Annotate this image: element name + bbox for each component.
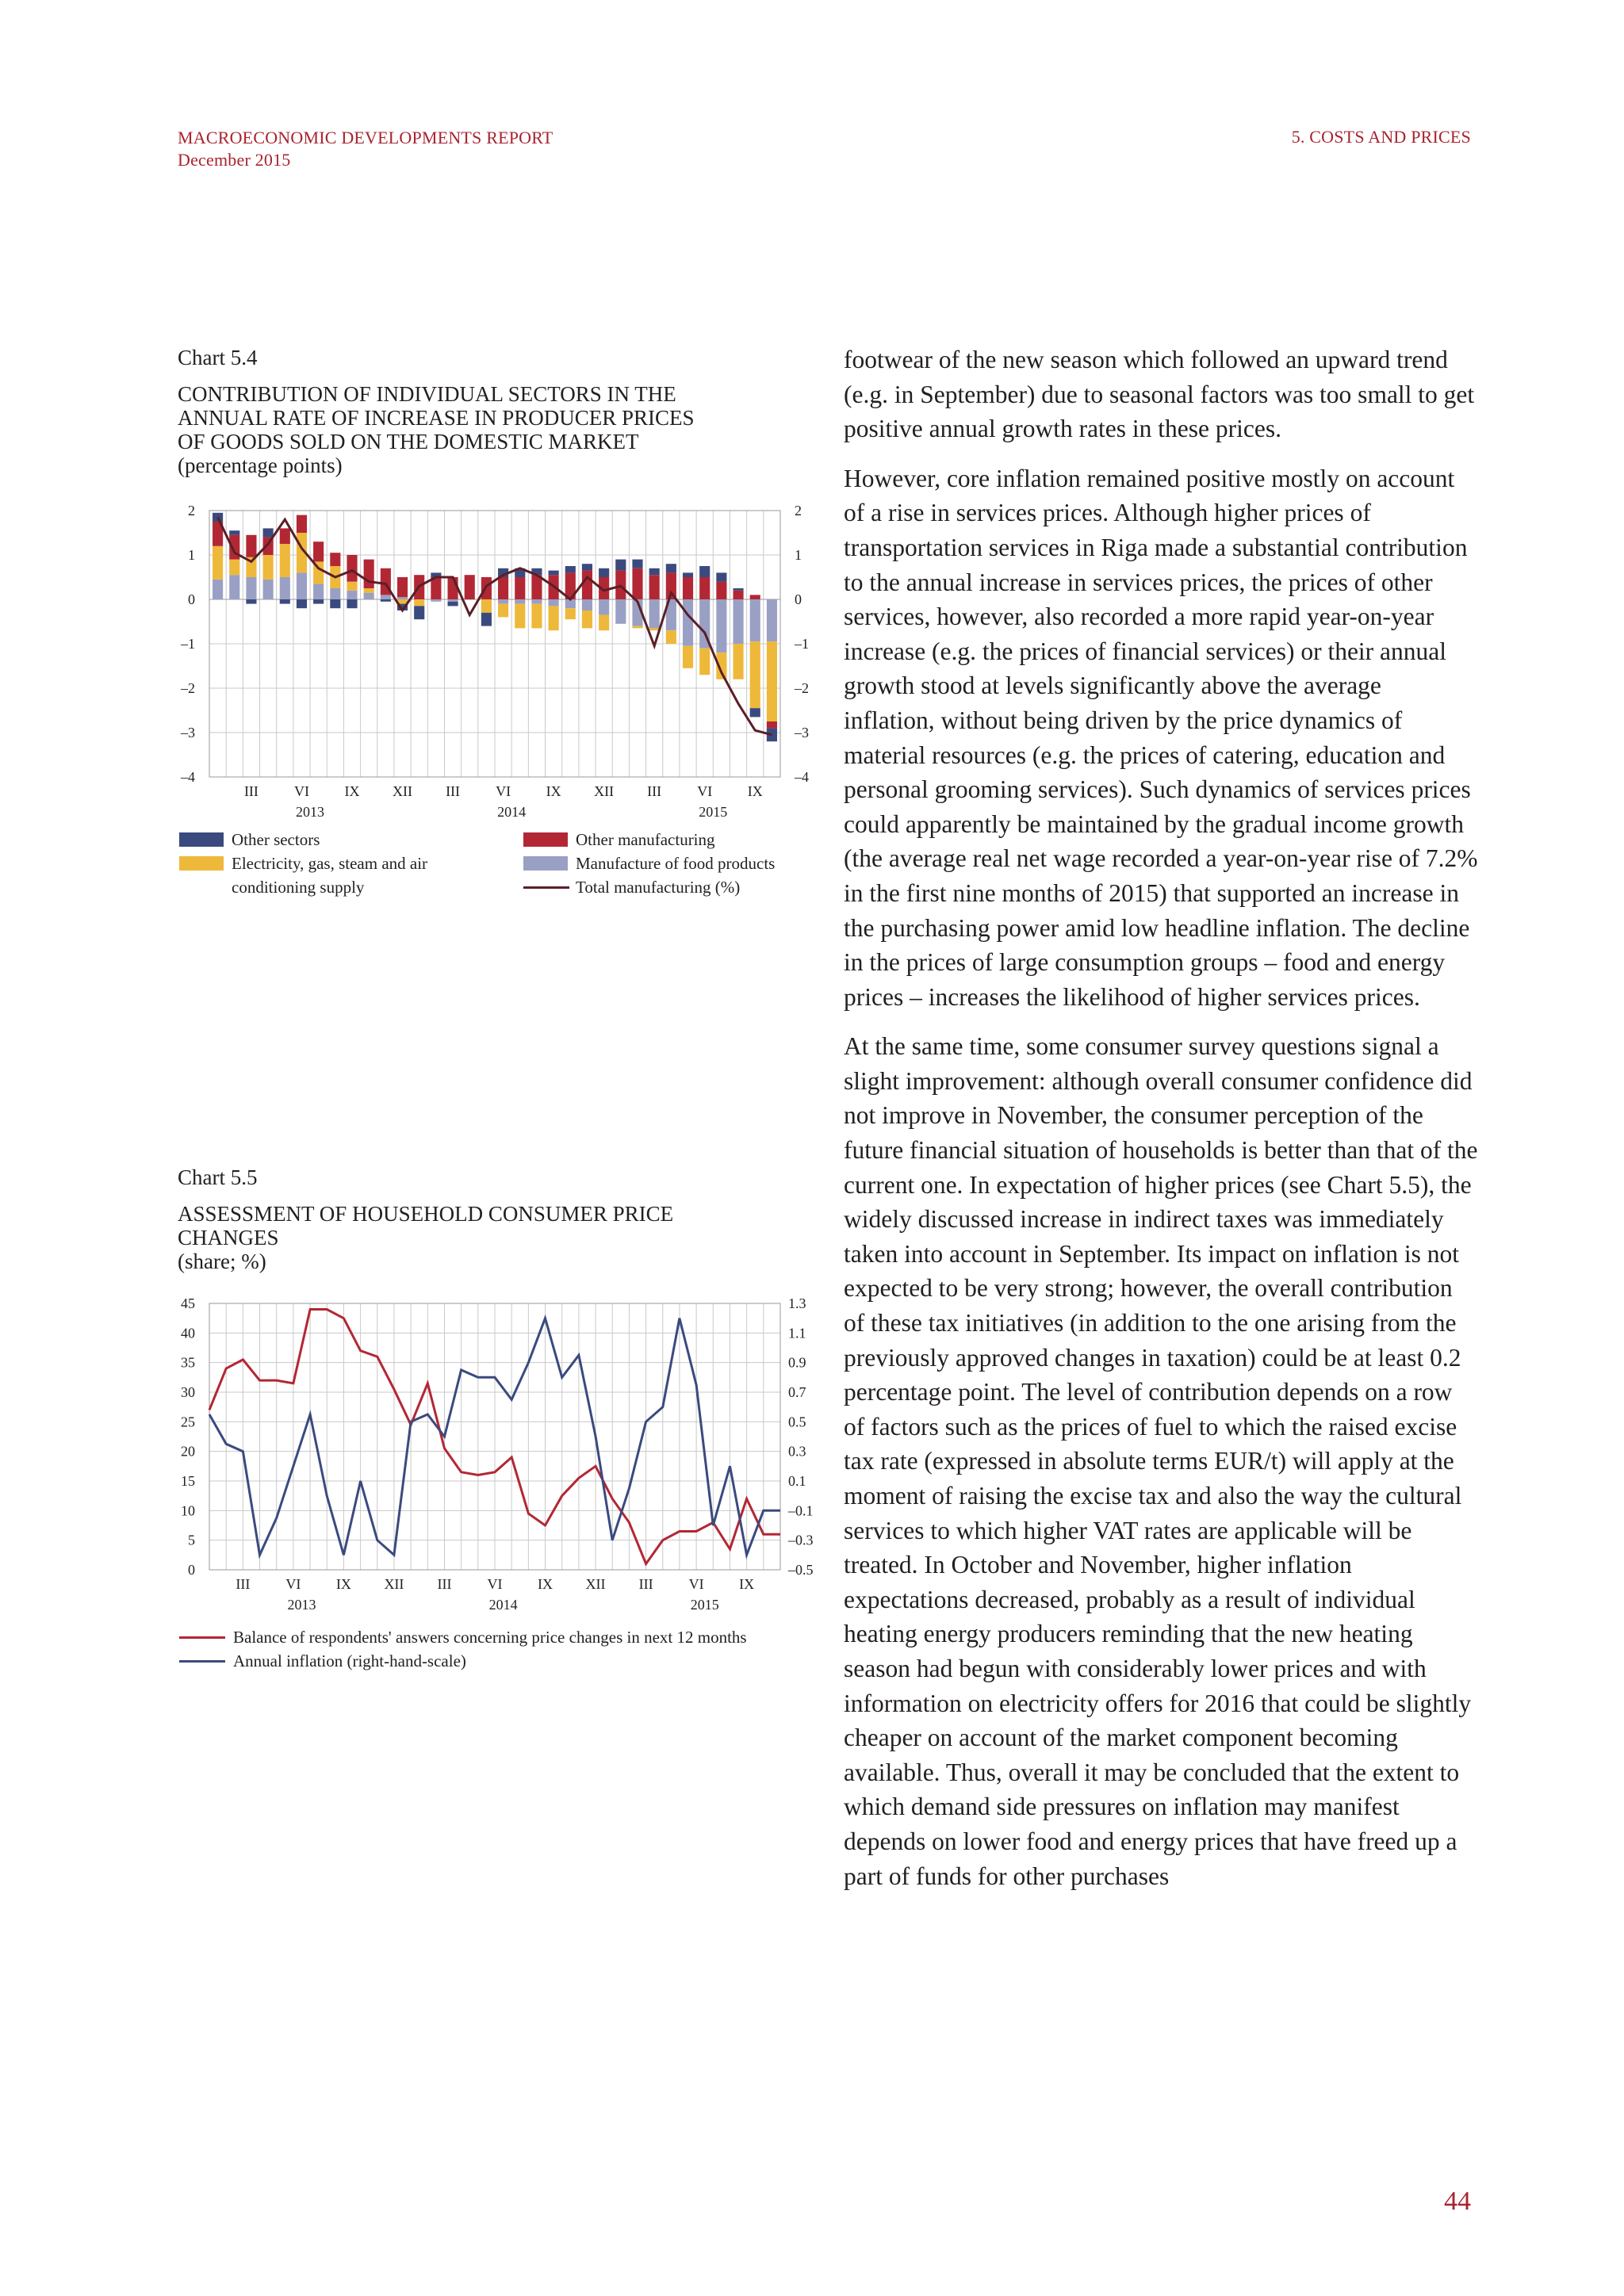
bar-segment [229,560,239,576]
bar-segment [213,580,223,599]
bar-segment [515,604,525,629]
y-tick-label-left: 0 [188,1562,195,1578]
x-tick-label: IX [335,1576,351,1592]
y-tick-label-right: 0.3 [788,1443,806,1460]
bar-segment [649,568,660,575]
bar-segment [750,641,760,708]
bar-segment [431,577,441,599]
bar-segment [330,599,340,608]
x-tick-label: III [236,1576,251,1592]
bar-segment [213,546,223,580]
y-tick-label-left: 1 [188,547,195,563]
x-tick-label: VI [697,783,713,799]
bar-segment [246,599,256,604]
legend-other-manufacturing: Other manufacturing [576,830,715,849]
x-tick-label: XII [384,1576,404,1592]
bar-segment [615,560,626,571]
bar-segment [649,575,660,599]
bar-segment [716,582,726,599]
chart-5-4 [170,498,828,820]
y-tick-label-left: 5 [188,1532,195,1548]
bar-segment [313,599,324,604]
chart-5-5-title [178,1202,812,1273]
y-tick-label-right: 0 [795,591,802,607]
y-tick-label-right: 1.1 [788,1325,806,1341]
bar-segment [733,591,743,599]
bar-segment [313,584,324,599]
bar-segment [549,571,559,576]
y-tick-label-left: 10 [181,1502,195,1519]
y-tick-label-left: –1 [181,636,195,652]
bar-segment [716,572,726,581]
bar-segment [767,599,777,641]
x-tick-label: XII [594,783,615,799]
y-tick-label-right: 0.1 [788,1473,806,1489]
bar-segment [280,528,290,544]
chart-5-4-title-line: (percentage points) [178,453,343,477]
bar-segment [582,571,592,599]
legend-electricity-cont: conditioning supply [232,878,365,897]
bar-segment [280,544,290,577]
bar-segment [683,577,693,599]
bar-segment [397,597,408,599]
y-tick-label-right: 0.7 [788,1384,806,1400]
bar-segment [683,646,693,668]
legend-swatch-balance [179,1636,225,1639]
y-tick-label-right: –1 [795,636,809,652]
legend-swatch-other-sectors [179,832,224,847]
x-tick-label: III [647,783,662,799]
legend-total: Total manufacturing (%) [576,878,741,897]
bar-segment [599,568,609,577]
y-tick-label-right: –0.5 [788,1562,814,1578]
y-tick-label-left: 2 [188,503,195,519]
bar-segment [531,604,542,629]
chart-5-4-title-line: CONTRIBUTION OF INDIVIDUAL SECTORS IN THE [178,382,676,406]
bar-segment [381,599,391,602]
bar-segment [229,530,239,535]
y-tick-label-left: –4 [181,769,195,785]
x-tick-label: VI [496,783,511,799]
legend-swatch-food [523,856,568,871]
legend-balance: Balance of respondents' answers concerning price changes in next 12 months [233,1628,747,1647]
bar-segment [649,599,660,628]
bar-segment [330,553,340,566]
bar-segment [549,606,559,630]
x-tick-label: VI [688,1576,704,1592]
bar-segment [733,599,743,644]
bar-segment [246,577,256,599]
x-tick-label: III [446,783,461,799]
bar-segment [280,599,290,604]
y-tick-label-left: 35 [181,1354,195,1371]
bar-segment [447,599,458,602]
bar-segment [498,604,508,618]
x-tick-label: IX [747,783,763,799]
y-tick-label-left: 40 [181,1325,195,1341]
bar-segment [297,599,307,608]
y-tick-label-left: 20 [181,1443,195,1460]
legend-swatch-inflation [179,1660,225,1663]
chart-5-5-title-line: (share; %) [178,1249,266,1273]
chart-5-5-label: Chart 5.5 [178,1165,258,1189]
chart-5-4-label: Chart 5.4 [178,346,258,369]
chart-5-4-title-line: OF GOODS SOLD ON THE DOMESTIC MARKET [178,430,639,453]
bar-segment [683,599,693,646]
bar-segment [280,577,290,599]
bar-segment [347,599,357,608]
x-tick-label: VI [293,783,309,799]
bar-segment [649,628,660,630]
running-header [178,127,553,171]
bar-segment [263,580,274,599]
bar-segment [229,575,239,599]
chart-5-4-title-line: ANNUAL RATE OF INCREASE IN PRODUCER PRICES [178,406,695,430]
bar-segment [716,599,726,652]
legend-electricity: Electricity, gas, steam and air [232,854,428,873]
bar-segment [297,515,307,533]
bar-segment [699,577,710,599]
year-label: 2013 [296,804,325,820]
bar-segment [750,599,760,641]
bar-segment [582,599,592,610]
chart-5-4-title [178,382,812,477]
y-tick-label-right: –2 [795,680,809,696]
report-date: December 2015 [178,150,291,170]
x-tick-label: IX [538,1576,553,1592]
bar-segment [498,599,508,604]
bar-segment [733,644,743,679]
bar-segment [397,577,408,597]
bar-segment [347,582,357,591]
bar-segment [263,555,274,580]
y-tick-label-left: –2 [181,680,195,696]
bar-segment [297,572,307,599]
bar-segment [632,560,642,568]
bar-segment [531,599,542,604]
x-tick-label: IX [739,1576,755,1592]
y-tick-label-right: 0.9 [788,1354,806,1371]
bar-segment [615,599,626,624]
bar-segment [498,577,508,599]
bar-segment [364,588,374,593]
bar-segment [666,630,676,644]
bar-segment [632,568,642,599]
bar-segment [549,599,559,606]
y-tick-label-right: –0.1 [788,1502,814,1519]
year-label: 2014 [488,1597,518,1613]
y-tick-label-right: –0.3 [788,1532,814,1548]
y-tick-label-right: 0.5 [788,1414,806,1430]
year-label: 2015 [699,804,728,820]
legend-swatch-electricity [179,856,224,871]
y-tick-label-left: 15 [181,1473,195,1489]
bar-segment [699,566,710,577]
legend-inflation: Annual inflation (right-hand-scale) [233,1651,466,1670]
bar-segment [582,564,592,570]
legend-swatch-total [523,886,569,889]
bar-segment [481,613,492,626]
bar-segment [515,599,525,604]
chart-5-5-title-line: CHANGES [178,1226,279,1249]
x-tick-label: III [638,1576,653,1592]
page-number: 44 [1444,2187,1471,2216]
bar-segment [599,615,609,631]
y-tick-label-right: 2 [795,503,802,519]
y-tick-label-right: 1.3 [788,1295,806,1311]
y-tick-label-right: 1 [795,547,802,563]
x-tick-label: IX [344,783,360,799]
bar-segment [447,577,458,599]
x-tick-label: VI [285,1576,301,1592]
y-tick-label-left: 45 [181,1295,195,1311]
bar-segment [565,566,576,572]
year-label: 2014 [497,804,527,820]
bar-segment [666,564,676,572]
legend-food: Manufacture of food products [576,854,776,873]
bar-segment [767,721,777,728]
x-tick-label: IX [546,783,561,799]
x-tick-label: VI [487,1576,503,1592]
y-tick-label-right: –4 [795,769,809,785]
paragraph: However, core inflation remained positive mostly on account of a rise in services prices. Although higher prices of transportation services in Riga made a substantial contribution to the annual increase in services prices, the prices of other services, however, also recorded a more rapid year-on-year increase (e.g. the prices of financial services) or their annual growth stood at levels significantly above the average inflation, without being driven by the price dynamics of material resources (e.g. the prices of catering, education and personal grooming services). Such dynamics of services prices could apparently be maintained by the gradual income growth (the average real net wage recorded a year-on-year rise of 7.2% in the first nine months of 2015) that supported an increase in the purchasing power amid low headline inflation. The decline in the prices of large consumption groups – food and energy prices – increases the likelihood of higher services prices. [844,464,1478,1011]
bar-segment [364,593,374,599]
bar-segment [750,595,760,599]
y-tick-label-left: –3 [181,725,195,740]
chart-5-5-title-line: ASSESSMENT OF HOUSEHOLD CONSUMER PRICE [178,1202,674,1226]
bar-segment [683,572,693,577]
bar-segment [381,595,391,599]
bar-segment [414,599,424,606]
chart-5-5 [170,1291,828,1613]
y-tick-label-left: 0 [188,591,195,607]
bar-segment [414,606,424,619]
bar-segment [213,513,223,522]
bar-segment [347,555,357,582]
bar-segment [263,528,274,537]
body-text [844,342,1478,1908]
bar-segment [599,599,609,615]
bar-segment [364,560,374,588]
year-label: 2015 [690,1597,719,1613]
y-tick-label-left: 30 [181,1384,195,1400]
x-tick-label: XII [585,1576,606,1592]
bar-segment [246,535,256,557]
bar-segment [582,610,592,628]
x-tick-label: III [243,783,259,799]
bar-segment [431,599,441,602]
x-tick-label: XII [393,783,413,799]
report-title: MACROECONOMIC DEVELOPMENTS REPORT [178,128,553,147]
year-label: 2013 [287,1597,316,1613]
bar-segment [750,708,760,717]
bar-segment [347,591,357,599]
bar-segment [515,577,525,599]
x-tick-label: III [437,1576,452,1592]
bar-segment [447,602,458,607]
y-tick-label-left: 25 [181,1414,195,1430]
bar-segment [465,575,475,599]
legend-other-sectors: Other sectors [232,830,320,849]
legend-swatch-other-manufacturing [523,832,568,847]
bar-segment [481,599,492,613]
bar-segment [313,541,324,561]
y-tick-label-right: –3 [795,725,809,740]
bar-segment [699,649,710,675]
section-title: 5. COSTS AND PRICES [1291,127,1471,147]
bar-segment [767,641,777,721]
bar-segment [733,588,743,591]
bar-segment [330,588,340,599]
bar-segment [632,626,642,629]
bar-segment [565,608,576,619]
paragraph: footwear of the new season which followed an upward trend (e.g. in September) due to seasonal factors was too small to get positive annual growth rates in these prices. [844,346,1475,443]
paragraph: At the same time, some consumer survey questions signal a slight improvement: although overall consumer confidence did not improve in November, the consumer perception of the future financial situation of households is better than that of the current one. In expectation of higher prices (see Chart 5.5), the widely discussed increase in indirect taxes was immediately taken into account in September. Its impact on inflation is not expected to be very strong; however, the overall contribution of these tax initiatives (in addition to the one arising from the previously approved changes in taxation) could be at least 0.2 percentage point. The level of contribution depends on a row of factors such as the prices of fuel to which the raised excise tax rate (expressed in absolute terms EUR/t) will apply at the moment of raising the excise tax and also the way the cultural services to which higher VAT rates are applicable will be treated. In October and November, higher inflation expectations decreased, probably as a result of individual heating energy producers reminding that the new heating season had begun with considerably lower prices and with information on electricity offers for 2016 that could be slightly cheaper on account of the market component becoming available. Thus, overall it may be concluded that the extent to which demand side pressures on inflation may manifest depends on lower food and energy prices that have freed up a part of funds for other purchases [844,1032,1478,1890]
